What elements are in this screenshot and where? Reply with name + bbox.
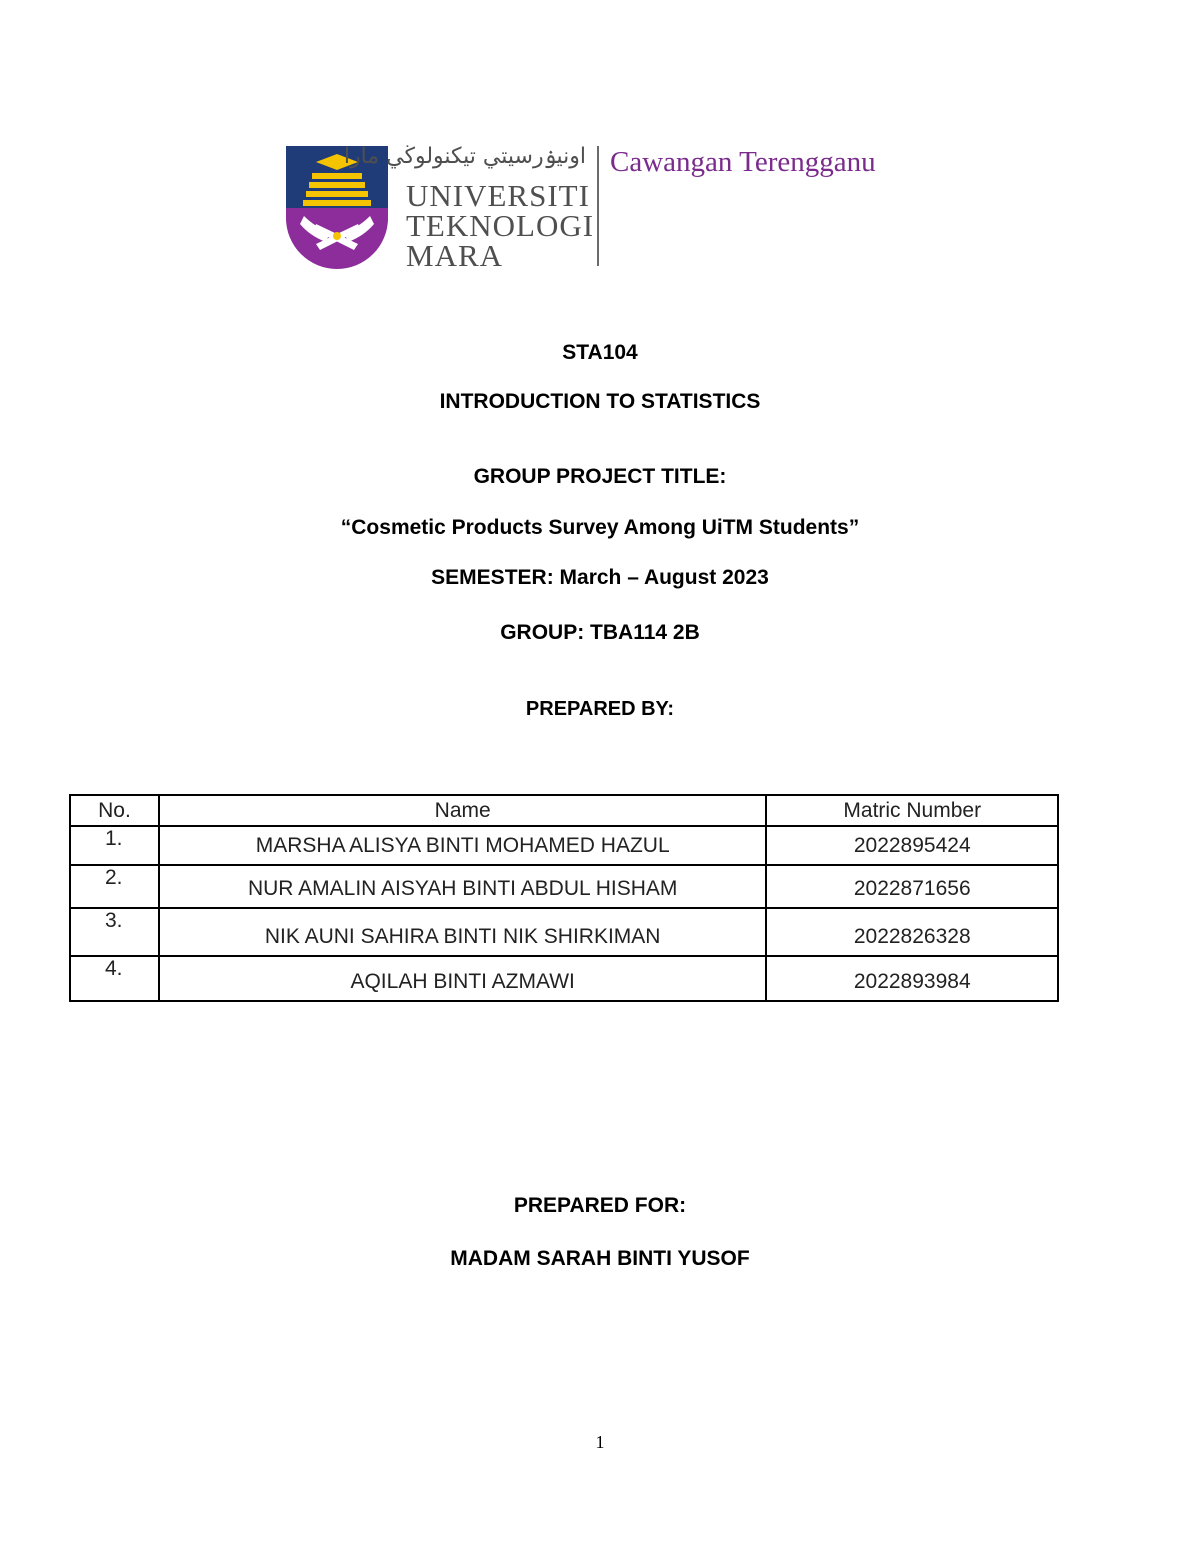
university-line-3: MARA [406,238,504,273]
campus-name: Cawangan Terengganu [610,146,876,178]
logo-divider [597,146,599,266]
header-no: No. [70,795,159,826]
members-table [69,794,1059,1002]
row-name: NIK AUNI SAHIRA BINTI NIK SHIRKIMAN [159,908,767,956]
course-code: STA104 [562,341,638,364]
semester: SEMESTER: March – August 2023 [431,566,769,589]
row-matric: 2022826328 [766,908,1058,956]
course-name: INTRODUCTION TO STATISTICS [439,390,761,413]
row-matric: 2022871656 [766,865,1058,908]
row-no: 4. [70,956,159,1001]
jawi-script: اونيۏرسيتي تيكنولوڬي مارا [343,144,586,169]
prepared-for-label: PREPARED FOR: [513,1194,687,1217]
project-title: “Cosmetic Products Survey Among UiTM Students” [340,516,860,539]
page-number: 1 [595,1432,605,1452]
table-row [70,956,1058,1001]
row-name: AQILAH BINTI AZMAWI [159,956,767,1001]
table-header-row [70,795,1058,826]
prepared-by-label: PREPARED BY: [525,698,675,720]
table-row [70,865,1058,908]
table-row [70,826,1058,865]
university-line-2: TEKNOLOGI [406,208,595,243]
group: GROUP: TBA114 2B [500,621,700,644]
project-title-label: GROUP PROJECT TITLE: [473,465,727,488]
row-name: NUR AMALIN AISYAH BINTI ABDUL HISHAM [159,865,767,908]
lecturer-name: MADAM SARAH BINTI YUSOF [450,1247,750,1270]
header-name: Name [159,795,767,826]
row-no: 1. [70,826,159,865]
table-row [70,908,1058,956]
row-no: 3. [70,908,159,956]
row-matric: 2022895424 [766,826,1058,865]
row-no: 2. [70,865,159,908]
row-matric: 2022893984 [766,956,1058,1001]
university-line-1: UNIVERSITI [406,178,590,213]
header-matric: Matric Number [766,795,1058,826]
uitm-logo [286,146,906,272]
row-name: MARSHA ALISYA BINTI MOHAMED HAZUL [159,826,767,865]
